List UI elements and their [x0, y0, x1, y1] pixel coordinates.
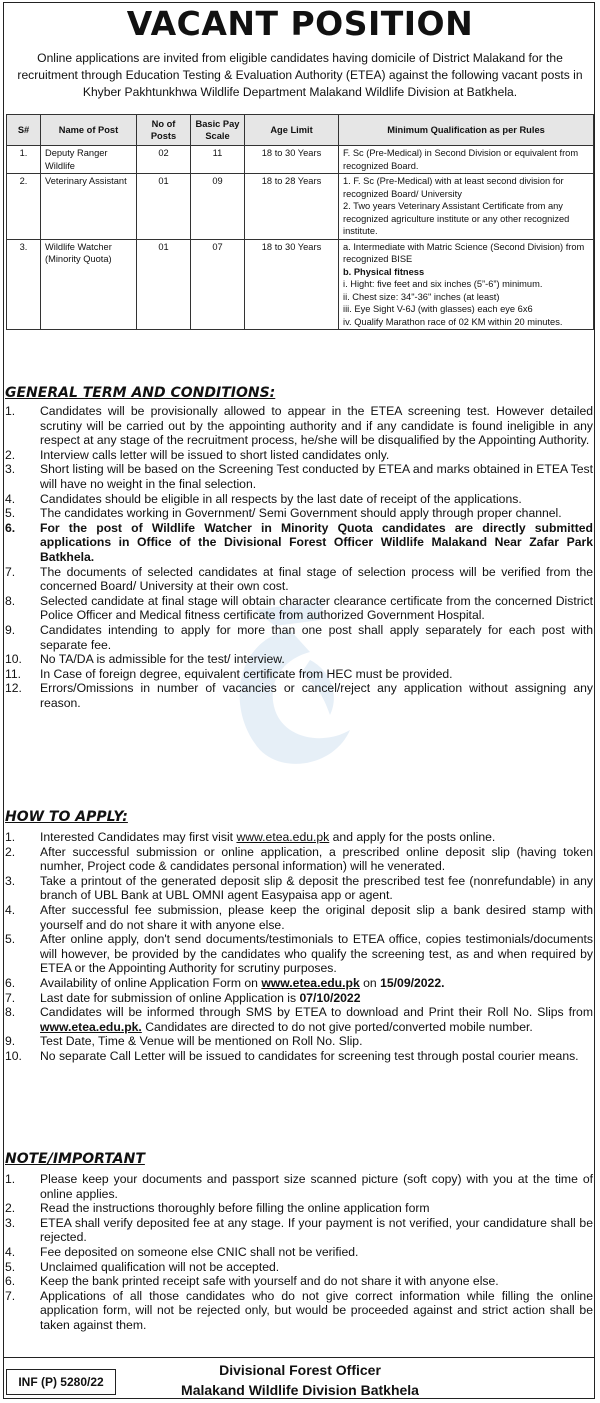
list-item: [5, 594, 593, 623]
list-item: [5, 1172, 593, 1201]
list-item: [5, 874, 593, 903]
footer-divider: [3, 1357, 595, 1358]
list-item: [5, 681, 593, 710]
etea-link[interactable]: www.etea.edu.pk.: [40, 1019, 142, 1034]
how-to-apply-list: [5, 830, 593, 1064]
item-number: 3.: [5, 1215, 16, 1230]
list-item: [5, 1289, 593, 1333]
item-number: 9.: [5, 622, 16, 637]
cell-bps: 11: [191, 146, 245, 174]
list-item: [5, 830, 593, 845]
how-to-apply-heading: HOW TO APPLY:: [5, 809, 128, 825]
intro-paragraph: Online applications are invited from eligible candidates having domicile of District Malakand for the recruitment through Education Testing & Evaluation Authority (ETEA) against the following vacant posts in Khyber Pakhtunkhwa Wildlife Department Malakand Wildlife Division at Batkhela.: [17, 51, 583, 99]
item-text: Interview calls letter will be issued to short listed candidates only.: [40, 447, 390, 462]
list-item: [5, 404, 593, 448]
item-number: 2.: [5, 447, 16, 462]
item-text: and apply for the posts online.: [329, 830, 496, 844]
cell-post: Veterinary Assistant: [41, 174, 137, 240]
cell-num: 01: [137, 239, 191, 330]
cell-age: 18 to 30 Years: [245, 239, 339, 330]
item-text: Last date for submission of online Application is: [40, 990, 300, 1005]
vacancy-table: [6, 114, 594, 330]
cell-sno: 1.: [7, 146, 41, 174]
etea-link[interactable]: www.etea.edu.pk: [236, 830, 330, 844]
qual-line: ii. Chest size: 34"-36" inches (at least): [343, 291, 500, 302]
last-date: 07/10/2022: [299, 990, 361, 1005]
item-text: Candidates will be provisionally allowed to appear in the ETEA screening test. However detailed scrutiny will be carried out by the appointing authority and if any candidate is found ineligible in any respect at any stage of the recruitment process, he/she will be disqualified by the Appointing Authority.: [40, 404, 593, 448]
list-item: [5, 845, 593, 874]
item-text: Take a printout of the generated deposit slip & deposit the prescribed test fee (nonrefundable) in any branch of UBL Bank at UBL OMNI agent Easypaisa app or agent.: [40, 873, 593, 903]
item-text: on: [359, 975, 381, 990]
item-text: After online apply, don't send documents/testimonials to ETEA office, copies testimonials/documents will however, be provided by the candidates who qualify the screening test, as and when required by ETEA or the Appointing Authority for scrutiny purposes.: [40, 932, 593, 976]
item-text: For the post of Wildlife Watcher in Minority Quota candidates are directly submitted applications in Office of the Divisional Forest Officer Wildlife Malakand Near Zafar Park Batkhela.: [40, 520, 593, 564]
list-item: [5, 521, 593, 565]
qual-line: iv. Qualify Marathon race of 02 KM within 20 minutes.: [343, 316, 563, 327]
cell-qual: [339, 146, 594, 174]
item-text: Please keep your documents and passport size scanned picture (soft copy) with you at the time of online applies.: [40, 1172, 593, 1201]
col-header-num: No of Posts: [137, 115, 191, 146]
item-text: In Case of foreign degree, equivalent certificate from HEC must be provided.: [40, 666, 453, 681]
item-text: After successful fee submission, please keep the original deposit slip a bank desired stamp with yourself and do not share it with anyone else.: [40, 902, 593, 932]
list-item: [5, 565, 593, 594]
item-text: Candidates will be informed through SMS by ETEA to download and Print their Roll No. Slips from: [40, 1005, 593, 1020]
list-item: [5, 903, 593, 932]
qual-line: iii. Eye Sight V-6J (with glasses) each eye 6x6: [343, 304, 533, 314]
qual-line: 2. Two years Veterinary Assistant Certificate from any recognized agriculture institute or any other recognized institute.: [343, 201, 570, 236]
item-number: 7.: [5, 1288, 16, 1303]
list-item: [5, 1034, 593, 1049]
item-text: Fee deposited on someone else CNIC shall not be verified.: [40, 1244, 359, 1259]
list-item: [5, 976, 593, 991]
item-number: 1.: [5, 404, 16, 418]
item-number: 7.: [5, 990, 16, 1005]
item-text: No TA/DA is admissible for the test/ interview.: [40, 652, 285, 667]
etea-link[interactable]: www.etea.edu.pk: [261, 975, 360, 990]
item-number: 4.: [5, 1244, 16, 1259]
item-text: Short listing will be based on the Screening Test conducted by ETEA and marks obtained in ETEA Test will have no weight in the final selection.: [40, 462, 593, 491]
list-item: [5, 932, 593, 976]
item-text: Availability of online Application Form on: [40, 975, 262, 990]
list-item: [5, 1049, 593, 1064]
cell-bps: 09: [191, 174, 245, 240]
item-text: No separate Call Letter will be issued to candidates for screening test through postal courier means.: [40, 1048, 579, 1063]
item-number: 7.: [5, 564, 16, 579]
inf-number: INF (P) 5280/22: [6, 1369, 116, 1395]
item-text: Candidates should be eligible in all respects by the last date of receipt of the applications.: [40, 491, 522, 506]
item-number: 1.: [5, 1172, 16, 1186]
list-item: [5, 1260, 593, 1275]
cell-post: Deputy Ranger Wildlife: [41, 146, 137, 174]
item-number: 10.: [5, 1048, 22, 1063]
col-header-bps: Basic Pay Scale: [191, 115, 245, 146]
general-terms-list: [5, 404, 593, 710]
item-number: 9.: [5, 1034, 16, 1049]
col-header-qual: Minimum Qualification as per Rules: [339, 115, 594, 146]
qual-line: 1. F. Sc (Pre-Medical) with at least second division for recognized Board/ University: [343, 176, 564, 199]
item-text: Interested Candidates may first visit: [40, 830, 237, 844]
list-item: [5, 1201, 593, 1216]
table-row: [7, 239, 594, 330]
cell-age: 18 to 28 Years: [245, 174, 339, 240]
item-text: Candidates are directed to do not give ported/converted mobile number.: [141, 1019, 533, 1034]
item-text: Candidates intending to apply for more than one post shall apply separately for each post with separate fee.: [40, 622, 593, 652]
signatory-title: Divisional Forest Officer: [219, 1362, 381, 1378]
qual-line: a. Intermediate with Matric Science (Second Division) from recognized BISE: [343, 241, 585, 264]
availability-date: 15/09/2022.: [380, 975, 445, 990]
item-number: 5.: [5, 506, 16, 521]
qual-line: i. Hight: five feet and six inches (5”-6”) minimum.: [343, 279, 543, 289]
page-title: VACANT POSITION: [126, 4, 474, 43]
list-item: [5, 462, 593, 491]
item-number: 5.: [5, 1259, 16, 1274]
list-item: [5, 1216, 593, 1245]
item-number: 12.: [5, 681, 22, 696]
item-text: Applications of all those candidates who do not give correct information while filling the online application form, will not be rejected only, but would be proceeded against and strict action shall be taken against them.: [40, 1288, 593, 1332]
list-item: [5, 623, 593, 652]
item-number: 3.: [5, 462, 16, 477]
table-row: [7, 146, 594, 174]
item-number: 6.: [5, 520, 16, 535]
item-number: 11.: [5, 666, 22, 681]
item-number: 2.: [5, 1201, 16, 1216]
item-number: 6.: [5, 1274, 16, 1289]
note-list: [5, 1172, 593, 1333]
item-text: Errors/Omissions in number of vacancies or cancel/reject any application without assigning any reason.: [40, 681, 593, 710]
col-header-post: Name of Post: [41, 115, 137, 146]
list-item: [5, 991, 593, 1006]
general-terms-heading: GENERAL TERM AND CONDITIONS:: [5, 385, 276, 401]
item-text: Keep the bank printed receipt safe with yourself and do not share it with anyone else.: [40, 1274, 499, 1289]
list-item: [5, 652, 593, 667]
item-number: 8.: [5, 1005, 16, 1020]
cell-sno: 2.: [7, 174, 41, 240]
cell-qual: [339, 174, 594, 240]
note-heading: NOTE/IMPORTANT: [5, 1151, 145, 1167]
list-item: [5, 1005, 593, 1034]
item-text: ETEA shall verify deposited fee at any stage. If your payment is not verified, your candidature shall be rejected.: [40, 1215, 593, 1245]
item-number: 4.: [5, 902, 16, 917]
item-number: 10.: [5, 652, 22, 667]
list-item: [5, 667, 593, 682]
item-text: After successful submission or online application, a prescribed online deposit slip (having token numher, Project code & candidates personal information) will he venerated.: [40, 844, 593, 874]
cell-num: 01: [137, 174, 191, 240]
list-item: [5, 492, 593, 507]
cell-num: 02: [137, 146, 191, 174]
cell-bps: 07: [191, 239, 245, 330]
signature-block: [150, 1360, 450, 1400]
signatory-office: Malakand Wildlife Division Batkhela: [181, 1382, 419, 1398]
item-text: Read the instructions thoroughly before filling the online application form: [40, 1201, 430, 1216]
item-number: 3.: [5, 873, 16, 888]
list-item: [5, 448, 593, 463]
item-text: The candidates working in Government/ Semi Government should apply through proper channel.: [40, 506, 562, 521]
cell-sno: 3.: [7, 239, 41, 330]
item-number: 8.: [5, 593, 16, 608]
item-number: 5.: [5, 932, 16, 947]
list-item: [5, 506, 593, 521]
list-item: [5, 1245, 593, 1260]
cell-age: 18 to 30 Years: [245, 146, 339, 174]
qual-line: b. Physical fitness: [343, 266, 425, 277]
cell-qual: [339, 239, 594, 330]
item-text: Test Date, Time & Venue will be mentioned on Roll No. Slip.: [40, 1034, 363, 1049]
col-header-age: Age Limit: [245, 115, 339, 146]
qual-line: F. Sc (Pre-Medical) in Second Division or equivalent from recognized Board.: [343, 148, 579, 171]
item-number: 4.: [5, 491, 16, 506]
item-number: 1.: [5, 830, 16, 844]
item-number: 2.: [5, 844, 16, 859]
list-item: [5, 1274, 593, 1289]
item-number: 6.: [5, 975, 16, 990]
table-row: [7, 174, 594, 240]
col-header-sno: S#: [7, 115, 41, 146]
table-header-row: [7, 115, 594, 146]
item-text: The documents of selected candidates at final stage of selection process will be verified from the concerned Board/ University at their own cost.: [40, 564, 593, 594]
cell-post: Wildlife Watcher (Minority Quota): [41, 239, 137, 330]
item-text: Unclaimed qualification will not be accepted.: [40, 1259, 280, 1274]
item-text: Selected candidate at final stage will obtain character clearance certificate from the concerned District Police Officer and Medical fitness certificate from authorized Government Hospital.: [40, 593, 593, 623]
